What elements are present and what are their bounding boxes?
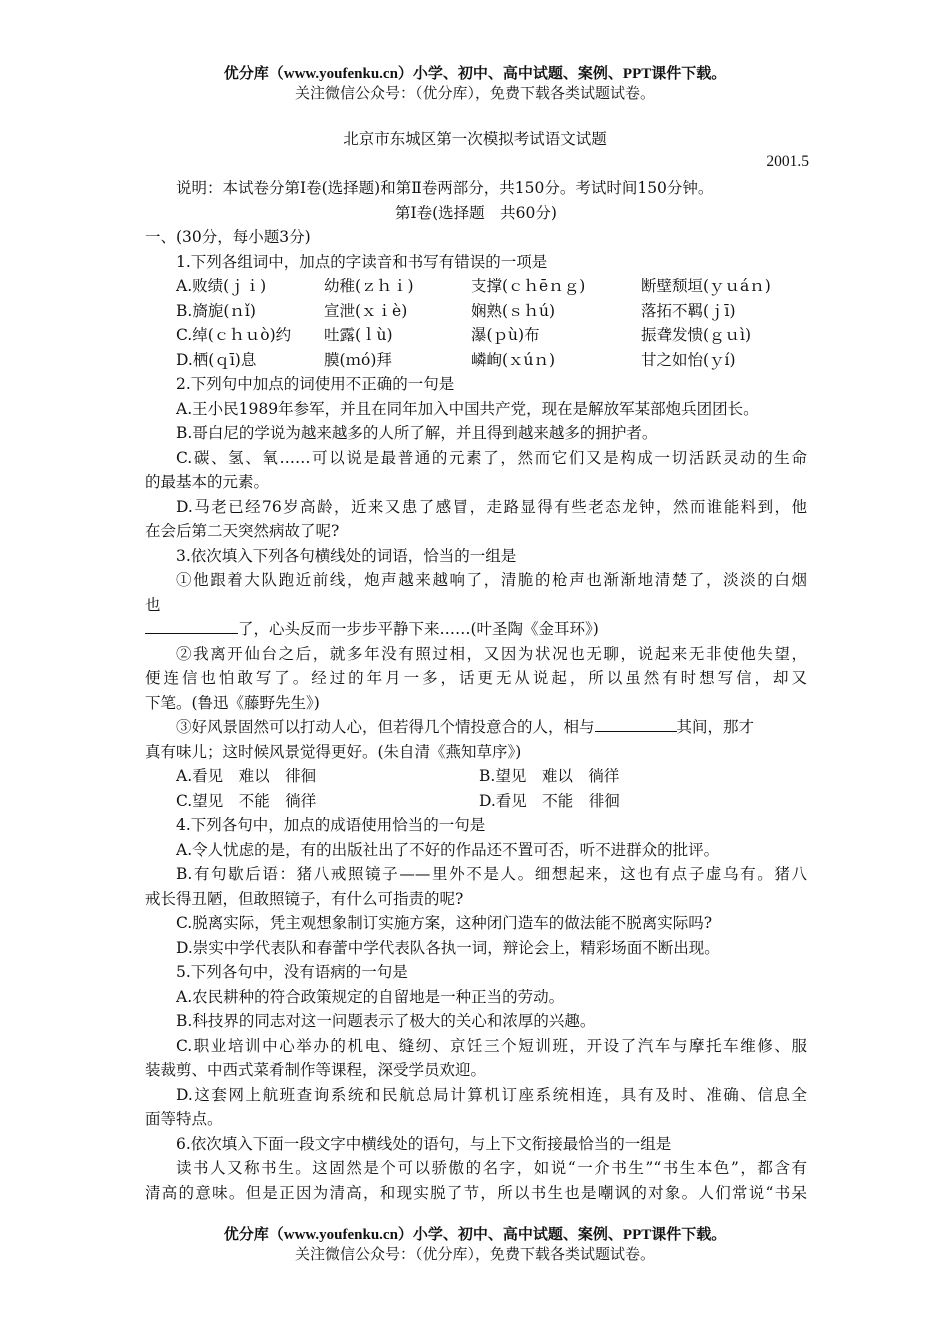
answer-blank bbox=[595, 716, 677, 732]
exam-content bbox=[145, 176, 807, 1205]
option-c-line1: C.职业培训中心举办的机电、缝纫、京饪三个短训班，开设了汽车与摩托车维修、服 bbox=[176, 1036, 807, 1055]
sentence-text: 了，心头反而一步步平静下来……(叶圣陶《金耳环》) bbox=[238, 620, 599, 638]
question-stem: 2.下列句中加点的词使用不正确的一句是 bbox=[176, 375, 455, 393]
option-d-line2: 在会后第二天突然病故了呢? bbox=[145, 522, 340, 540]
footer-brand-line: 优分库（www.youfenku.cn）小学、初中、高中试题、案例、PPT课件下载。 bbox=[223, 1227, 727, 1243]
sentence-2-line1: ②我离开仙台之后，就多年没有照过相，又因为状况也无聊，说起来无非使他失望， bbox=[176, 644, 807, 663]
option-a: A.农民耕种的符合政策规定的自留地是一种正当的劳动。 bbox=[176, 987, 565, 1006]
option-d: D.崇实中学代表队和春蕾中学代表队各执一词，辩论会上，精彩场面不断出现。 bbox=[176, 938, 720, 957]
part-heading: 第Ⅰ卷(选择题 共60分) bbox=[395, 203, 557, 222]
option-c-line1: C.碳、氢、氧……可以说是最普通的元素了，然而它们又是构成一切活跃灵动的生命 bbox=[176, 448, 807, 467]
option-c-line2: 装裁剪、中西式菜肴制作等课程，深受学员欢迎。 bbox=[145, 1061, 487, 1079]
header-wechat-line: 关注微信公众号：（优分库），免费下载各类试题试卷。 bbox=[294, 84, 655, 102]
option-d-line1: D.马老已经76岁高龄，近来又患了感冒，走路显得有些老态龙钟，然而谁能料到，他 bbox=[176, 497, 807, 516]
option-d: D.看见 不能 徘徊 bbox=[479, 791, 620, 810]
sentence-text: 其间，那才 bbox=[676, 718, 755, 736]
word-cell: 宣泄(ｘｉè) bbox=[324, 301, 408, 320]
question-stem: 4.下列各句中，加点的成语使用恰当的一句是 bbox=[176, 816, 486, 834]
word-cell: 落拓不羁(ｊī) bbox=[641, 301, 736, 320]
question-stem: 3.依次填入下列各句横线处的词语，恰当的一组是 bbox=[176, 546, 517, 565]
word-cell: 甘之如怡(ｙí) bbox=[641, 350, 736, 369]
question-2 bbox=[145, 372, 807, 544]
word-cell: B.旖旎(ｎǐ) bbox=[176, 301, 256, 320]
word-cell: A.败绩(ｊｉ) bbox=[176, 277, 267, 295]
section-heading: 一、(30分，每小题3分) bbox=[145, 228, 311, 246]
page-header bbox=[0, 65, 950, 103]
option-row-a bbox=[145, 274, 807, 299]
exam-date: 2001.5 bbox=[766, 153, 809, 170]
option-b: B.哥白尼的学说为越来越多的人所了解，并且得到越来越多的拥护者。 bbox=[176, 424, 658, 442]
question-stem: 1.下列各组词中，加点的字读音和书写有错误的一项是 bbox=[176, 252, 548, 271]
word-cell: 断壁颓垣(ｙｕáｎ) bbox=[641, 277, 771, 295]
option-row-d bbox=[145, 348, 807, 373]
question-stem: 6.依次填入下面一段文字中横线处的语句，与上下文衔接最恰当的一组是 bbox=[176, 1134, 672, 1153]
footer-wechat-line: 关注微信公众号：（优分库），免费下载各类试题试卷。 bbox=[294, 1245, 655, 1263]
page-footer bbox=[0, 1226, 950, 1264]
option-a: A.王小民1989年参军，并且在同年加入中国共产党，现在是解放军某部炮兵团团长。 bbox=[176, 399, 759, 418]
question-6 bbox=[145, 1132, 807, 1206]
question-stem: 5.下列各句中，没有语病的一句是 bbox=[176, 963, 408, 981]
word-cell: 振聋发愦(ｇｕì) bbox=[641, 326, 752, 344]
word-cell: 吐露(ｌù) bbox=[324, 326, 393, 344]
question-1 bbox=[145, 250, 807, 373]
option-row-ab bbox=[145, 764, 807, 789]
sentence-2-line3: 下笔。(鲁迅《藤野先生》) bbox=[145, 693, 320, 712]
option-b-line1: B.有句歇后语：猪八戒照镜子——里外不是人。细想起来，这也有点子虚乌有。猪八 bbox=[176, 865, 807, 883]
question-3 bbox=[145, 544, 807, 814]
sentence-1-line3 bbox=[145, 617, 807, 642]
passage-line2: 清高的意味。但是正因为清高，和现实脱了节，所以书生也是嘲讽的对象。人们常说“书呆 bbox=[145, 1183, 807, 1202]
passage-line1: 读书人又称书生。这固然是个可以骄傲的名字，如说“一介书生”“书生本色”，都含有 bbox=[176, 1159, 807, 1177]
option-b: B.望见 难以 徜徉 bbox=[479, 767, 620, 785]
option-row-b bbox=[145, 299, 807, 324]
option-row-cd bbox=[145, 789, 807, 814]
option-b: B.科技界的同志对这一问题表示了极大的关心和浓厚的兴趣。 bbox=[176, 1012, 596, 1030]
option-b-line2: 戒长得丑陋，但敢照镜子，有什么可指责的呢? bbox=[145, 889, 464, 908]
option-c: C.脱离实际，凭主观想象制订实施方案，这种闭门造车的做法能不脱离实际吗? bbox=[176, 914, 713, 932]
exam-note: 说明：本试卷分第Ⅰ卷(选择题)和第Ⅱ卷两部分，共150分。考试时间150分钟。 bbox=[176, 179, 714, 197]
sentence-1-line1: ①他跟着大队跑近前线，炮声越来越响了，清脆的枪声也渐渐地清楚了，淡淡的白烟 bbox=[176, 571, 807, 589]
option-a: A.令人忧虑的是，有的出版社出了不好的作品还不置可否，听不进群众的批评。 bbox=[176, 840, 720, 859]
sentence-2-line2: 便连信也怕敢写了。经过的年月一多，话更无从说起，所以虽然有时想写信，却又 bbox=[145, 669, 807, 687]
word-cell: 幼稚(ｚｈｉ) bbox=[324, 277, 414, 295]
header-brand-line: 优分库（www.youfenku.cn）小学、初中、高中试题、案例、PPT课件下载。 bbox=[223, 66, 727, 82]
sentence-3-line2: 真有味儿；这时候风景觉得更好。(朱自清《燕知草序》) bbox=[145, 742, 522, 761]
question-5 bbox=[145, 960, 807, 1132]
sentence-text: ③好风景固然可以打动人心，但若得几个情投意合的人，相与 bbox=[176, 718, 595, 736]
sentence-3-line1 bbox=[145, 715, 807, 740]
option-c-line2: 的最基本的元素。 bbox=[145, 473, 270, 491]
option-d-line2: 面等特点。 bbox=[145, 1110, 223, 1128]
word-cell: 瀑(ｐù)布 bbox=[471, 326, 540, 344]
option-a: A.看见 难以 徘徊 bbox=[176, 767, 317, 785]
answer-blank bbox=[145, 618, 238, 634]
word-cell: 膜(ｍó)拜 bbox=[324, 350, 392, 369]
word-cell: 支撑(ｃｈēｎｇ) bbox=[471, 277, 586, 295]
exam-title: 北京市东城区第一次模拟考试语文试题 bbox=[343, 130, 607, 148]
sentence-1-line2: 也 bbox=[145, 595, 161, 614]
word-cell: 娴熟(ｓｈú) bbox=[471, 301, 556, 320]
question-4 bbox=[145, 813, 807, 960]
option-d-line1: D.这套网上航班查询系统和民航总局计算机订座系统相连，具有及时、准确、信息全 bbox=[176, 1085, 807, 1104]
option-c: C.望见 不能 徜徉 bbox=[176, 791, 317, 810]
word-cell: C.绰(ｃｈｕò)约 bbox=[176, 326, 292, 344]
option-row-c bbox=[145, 323, 807, 348]
word-cell: 嶙峋(ｘúｎ) bbox=[471, 350, 556, 369]
word-cell: D.栖(ｑī)息 bbox=[176, 350, 257, 369]
